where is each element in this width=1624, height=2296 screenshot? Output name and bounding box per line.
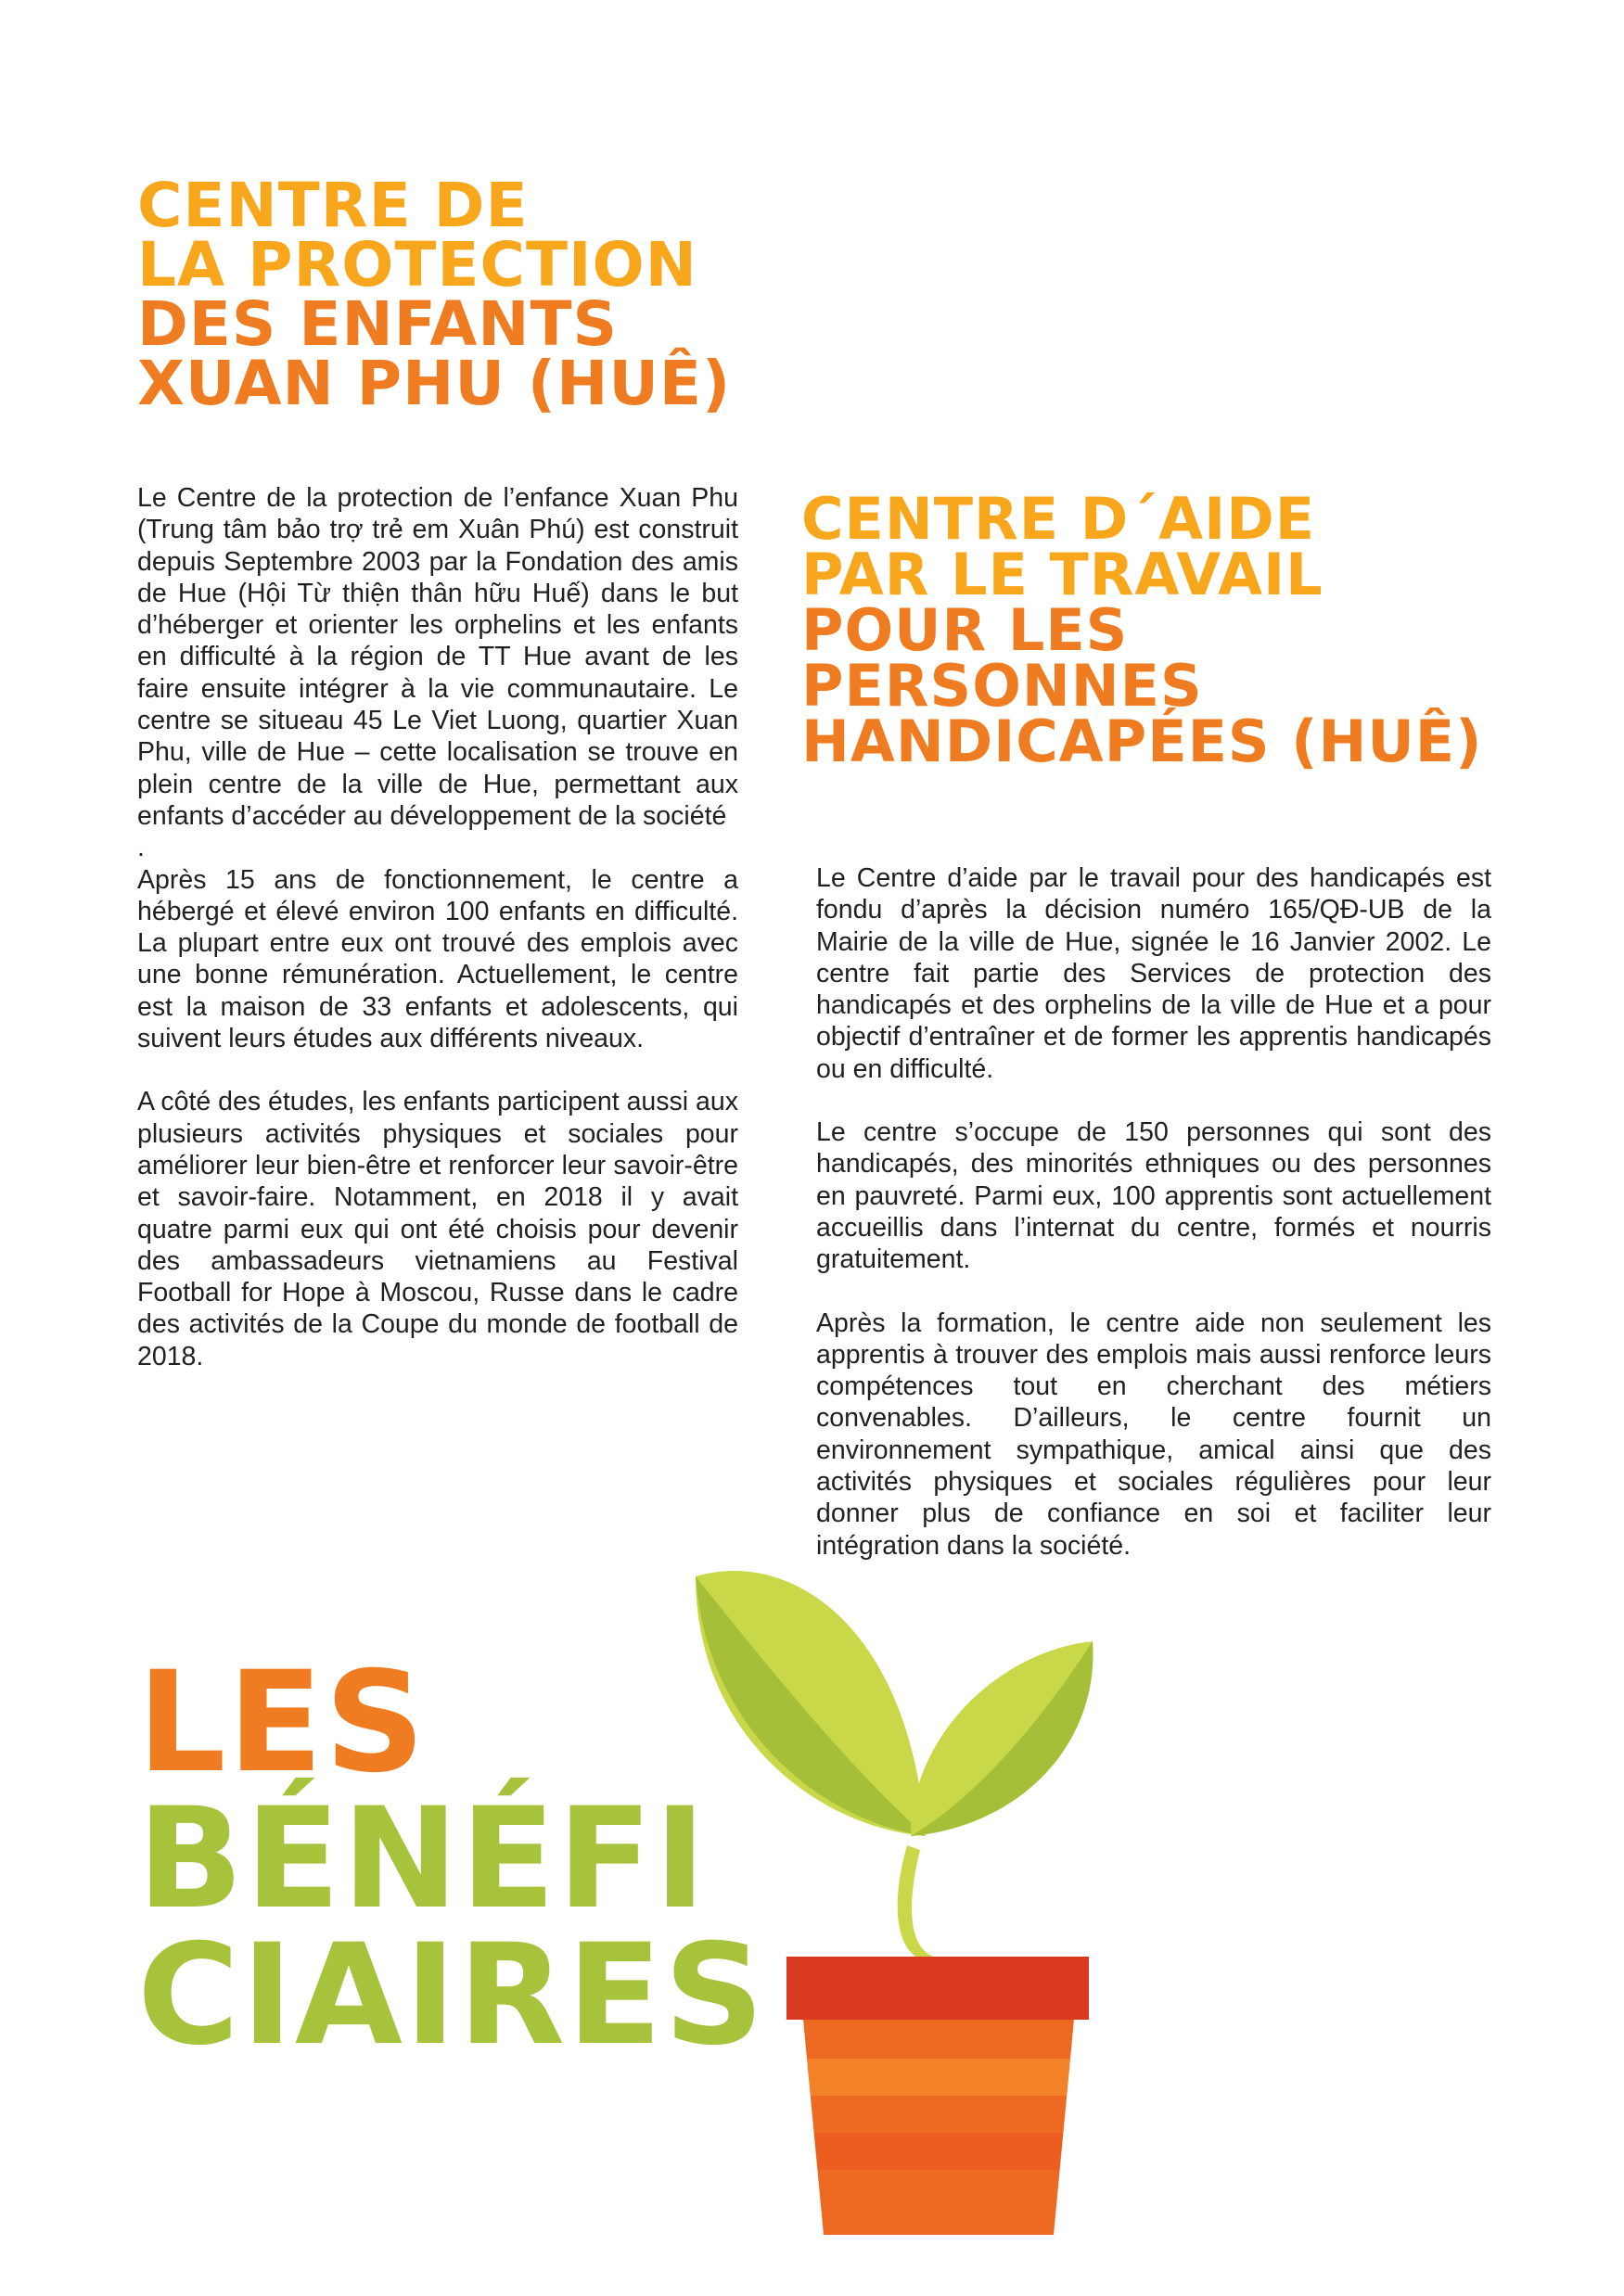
title-line: CENTRE D´AIDE <box>801 485 1316 553</box>
title-line: PAR LE TRAVAIL <box>801 541 1323 608</box>
stem <box>898 1845 933 1961</box>
plant-pot-illustration <box>668 1521 1178 2263</box>
paragraph: A côté des études, les enfants participent aussi aux plusieurs activités physiques et sociales pour améliorer leur bien-être et renforcer leur savoir-être et savoir-faire. Notamment, en 2018 il y avait quatre parmi eux qui ont été choisis pour devenir des ambassadeurs vietnamiens au Festival Football for Hope à Moscou, Russe dans le cadre des activités de la Coupe du monde de football de 2018. <box>137 1087 738 1371</box>
title-line: LA PROTECTION <box>137 229 697 300</box>
section-xuan-phu-body <box>137 482 738 1372</box>
section-aide-travail-title <box>801 485 1483 775</box>
title-line: HANDICAPÉES (HUÊ) <box>801 708 1483 775</box>
big-title-line: LES <box>137 1642 428 1804</box>
title-line: XUAN PHU (HUÊ) <box>137 348 732 419</box>
section-aide-travail-body <box>816 862 1491 1562</box>
title-line: PERSONNES <box>801 652 1203 720</box>
title-line: POUR LES <box>801 596 1129 664</box>
paragraph: Après la formation, le centre aide non seulement les apprentis à trouver des emplois mais aussi renforce leurs compétences tout en cherchant des métiers convenables. D’ailleurs, le centre fournit un environnement sympathique, amical ainsi que des activités physiques et sociales régulières pour leur donner plus de confiance en soi et faciliter leur intégration dans la société. <box>816 1307 1491 1561</box>
section-xuan-phu-title <box>137 170 732 419</box>
paragraph: Le centre s’occupe de 150 personnes qui sont des handicapés, des minorités ethniques ou des personnes en pauvreté. Parmi eux, 100 apprentis sont actuellement accueillis dans l’internat du centre, formés et nourris gratuitement. <box>816 1117 1491 1275</box>
pot-rim <box>786 1957 1089 2020</box>
left-leaf-light <box>696 1571 926 1836</box>
paragraph: Le Centre d’aide par le travail pour des handicapés est fondu d’après la décision numéro 165/QĐ-UB de la Mairie de la ville de Hue, signée le 16 Janvier 2002. Le centre fait partie des Services de protection des handicapés et des orphelins de la ville de Hue et a pour objectif d’entraîner et de former les apprentis handicapés ou en difficulté. <box>816 863 1491 1084</box>
paragraph: Après 15 ans de fonctionnement, le centre a hébergé et élevé environ 100 enfants en difficulté. La plupart entre eux ont trouvé des emplois avec une bonne rémunération. Actuellement, le centre est la maison de 33 enfants et adolescents, qui suivent leurs études aux différents niveaux. <box>137 864 738 1054</box>
title-line: CENTRE DE <box>137 170 529 241</box>
big-title-line: CIAIRES <box>137 1915 766 2076</box>
paragraph: Le Centre de la protection de l’enfance Xuan Phu (Trung tâm bảo trợ trẻ em Xuân Phú) est construit depuis Septembre 2003 par la Fondation des amis de Hue (Hội Từ thiện thân hữu Huế) dans le but d’héberger et orienter les orphelins et les enfants en difficulté à la région de TT Hue avant de les faire ensuite intégrer à la vie communautaire. Le centre se situeau 45 Le Viet Luong, quartier Xuan Phu, ville de Hue – cette localisation se trouve en plein centre de la ville de Hue, permettant aux enfants d’accéder au développement de la société <box>137 483 738 831</box>
title-line: DES ENFANTS <box>137 288 619 360</box>
paragraph: . <box>137 833 145 863</box>
big-title-line: BÉNÉFI <box>137 1779 709 1940</box>
pot-stripe <box>814 2133 1063 2170</box>
pot-body <box>803 2020 1074 2235</box>
pot-stripe <box>807 2059 1070 2096</box>
